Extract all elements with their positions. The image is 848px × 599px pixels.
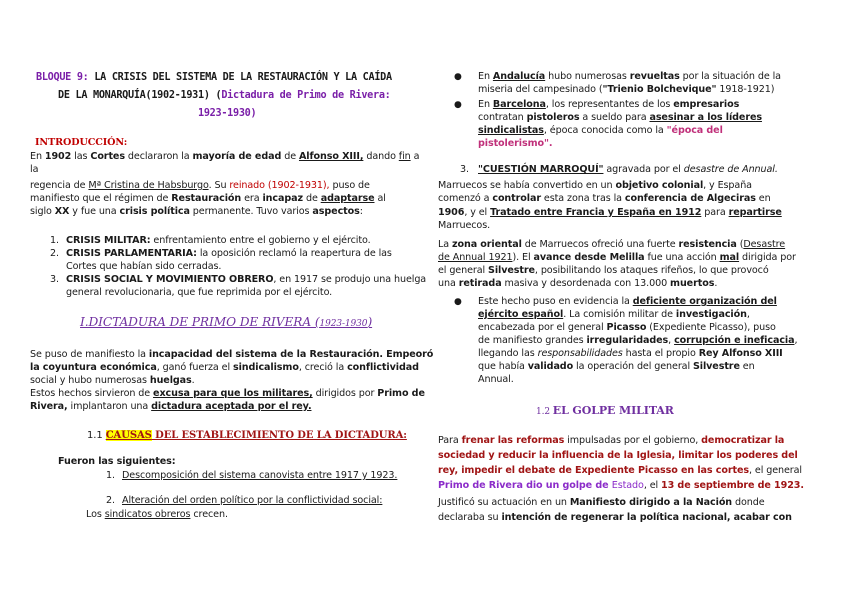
list-item-number: 3. (50, 274, 59, 285)
barcelona-line-4: pistolerismo". (478, 138, 553, 149)
andalucia-line-1: En Andalucía hubo numerosas revueltas por la situación de la (478, 71, 781, 82)
subsection-1-2-heading: 1.2 EL GOLPE MILITAR (536, 404, 674, 417)
fueron-label: Fueron las siguientes: (58, 456, 176, 467)
intro-line-1: En 1902 las Cortes declararon la mayoría de edad de Alfonso XIII, dando fin a (30, 151, 420, 162)
marruecos-line-2: comenzó a controlar esta zona tras la conferencia de Algeciras en (438, 193, 771, 204)
golpe-line-2: sociedad y reducir la influencia de la Iglesia, limitar los poderes del (438, 450, 798, 461)
cause-item: Descomposición del sistema canovista entre 1917 y 1923. (122, 470, 398, 481)
bloque-label: BLOQUE 9: (36, 72, 89, 83)
golpe-line-3: rey, impedir el debate de Expediente Picasso en las cortes, el general (438, 465, 802, 476)
golpe-line-1: Para frenar las reformas impulsadas por el gobierno, democratizar la (438, 435, 785, 446)
document-title-line1: BLOQUE 9: LA CRISIS DEL SISTEMA DE LA RESTAURACIÓN Y LA CAÍDA (36, 72, 392, 83)
bullet-icon: ● (454, 72, 462, 82)
cuestion-number: 3. (460, 164, 469, 175)
zona-line-3: el general Silvestre, posibilitando los ataques rifeños, lo que provocó (438, 265, 769, 276)
evidencia-line-7: Annual. (478, 374, 514, 385)
p1-line-2: la coyuntura económica, ganó fuerza el sindicalismo, creció la conflictividad (30, 362, 419, 373)
barcelona-line-2: contratan pistoleros a sueldo para asesinar a los líderes (478, 112, 762, 123)
p1-line-3: social y hubo numerosas huelgas. (30, 375, 195, 386)
zona-line-4: una retirada masiva y desordenada con 13.000 muertos. (438, 278, 718, 289)
evidencia-line-5: llegando las responsabilidades hasta el propio Rey Alfonso XIII (478, 348, 783, 359)
list-item: CRISIS SOCIAL Y MOVIMIENTO OBRERO, en 1917 se produjo una huelga (66, 274, 427, 285)
document-title-line2: DE LA MONARQUÍA(1902-1931) (Dictadura de Primo de Rivera: (58, 90, 391, 101)
marruecos-line-3: 1906, y el Tratado entre Francia y España en 1912 para repartirse (438, 207, 782, 218)
list-item: CRISIS PARLAMENTARIA: la oposición reclamó la reapertura de las (66, 248, 392, 259)
evidencia-line-2: ejército español. La comisión militar de investigación, (478, 309, 750, 320)
zona-line-1: La zona oriental de Marruecos ofreció una fuerte resistencia (Desastre (438, 239, 786, 250)
andalucia-line-2: miseria del campesinado ("Trienio Bolchevique" 1918-1921) (478, 84, 775, 95)
subsection-1-1-heading: 1.1 CAUSAS DEL ESTABLECIMIENTO DE LA DICTADURA: (87, 430, 407, 441)
evidencia-line-6: que había validado la operación del general Silvestre en (478, 361, 755, 372)
marruecos-line-1: Marruecos se había convertido en un objetivo colonial, y España (438, 180, 752, 191)
intro-line-3: regencia de Mª Cristina de Habsburgo. Su reinado (1902-1931), puso de (30, 180, 370, 191)
list-item-continuation: general revolucionaria, que fue reprimida por el ejército. (66, 287, 333, 298)
p1-line-1: Se puso de manifiesto la incapacidad del sistema de la Restauración. Empeoró (30, 349, 434, 360)
evidencia-line-1: Este hecho puso en evidencia la deficiente organización del (478, 296, 777, 307)
zona-line-2: de Annual 1921). El avance desde Melilla fue una acción mal dirigida por (438, 252, 796, 263)
list-item: CRISIS MILITAR: enfrentamiento entre el gobierno y el ejército. (66, 235, 371, 246)
marruecos-line-4: Marruecos. (438, 220, 491, 231)
intro-line-4: manifiesto que el régimen de Restauración era incapaz de adaptarse al (30, 193, 386, 204)
evidencia-line-3: encabezada por el general Picasso (Expediente Picasso), puso (478, 322, 776, 333)
list-item-number: 2. (50, 248, 59, 259)
section-1-heading: I.DICTADURA DE PRIMO DE RIVERA (1923-1930) (80, 315, 373, 329)
p1-line-5: Rivera, implantaron una dictadura aceptada por el rey. (30, 401, 312, 412)
barcelona-line-3: sindicalistas, época conocida como la "época del (478, 125, 723, 136)
document-title-line3: 1923-1930) (198, 108, 257, 119)
golpe-line-5: Justificó su actuación en un Manifiesto dirigido a la Nación donde (438, 497, 765, 508)
golpe-line-6: declaraba su intención de regenerar la política nacional, acabar con (438, 512, 792, 523)
intro-line-5: siglo XX y fue una crisis política permanente. Tuvo varios aspectos: (30, 206, 363, 217)
cuestion-marroqui-heading: "CUESTIÓN MARROQUÍ" agravada por el desastre de Annual. (478, 164, 778, 175)
evidencia-line-4: de manifiesto grandes irregularidades, corrupción e ineficacia, (478, 335, 798, 346)
sindicatos-line: Los sindicatos obreros crecen. (86, 509, 228, 520)
cause-number: 2. (106, 495, 115, 506)
list-item-number: 1. (50, 235, 59, 246)
bullet-icon: ● (454, 100, 462, 110)
cause-number: 1. (106, 470, 115, 481)
intro-line-2: la (30, 164, 39, 175)
intro-heading: INTRODUCCIÓN: (35, 137, 128, 148)
list-item-continuation: Cortes que habían sido cerradas. (66, 261, 222, 272)
bullet-icon: ● (454, 297, 462, 307)
cause-item: Alteración del orden político por la conflictividad social: (122, 495, 383, 506)
p1-line-4: Estos hechos sirvieron de excusa para que los militares, dirigidos por Primo de (30, 388, 425, 399)
golpe-line-4: Primo de Rivera dio un golpe de Estado, el 13 de septiembre de 1923. (438, 480, 804, 491)
barcelona-line-1: En Barcelona, los representantes de los empresarios (478, 99, 740, 110)
